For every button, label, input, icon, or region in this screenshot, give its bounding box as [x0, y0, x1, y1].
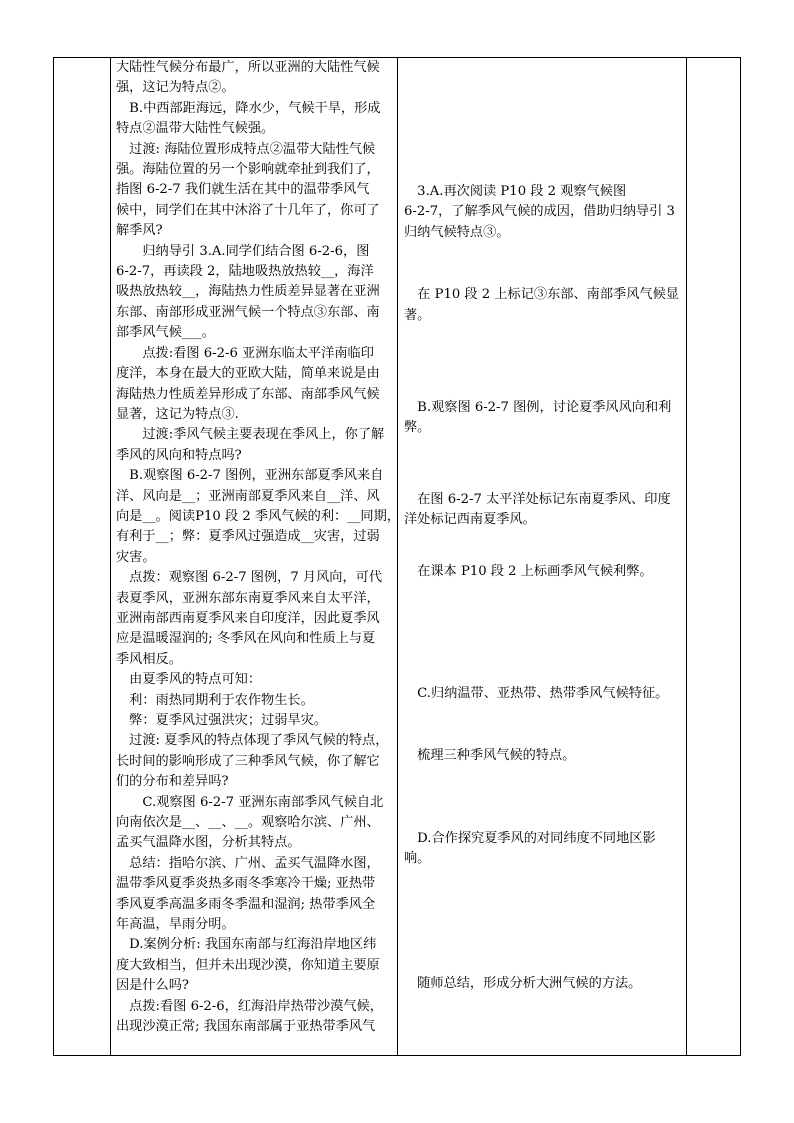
- student-line: 在课本 P10 段 2 上标画季风气候利弊。: [404, 563, 653, 579]
- teacher-line: 点拨:看图 6-2-6，红海沿岸热带沙漠气候，: [116, 998, 383, 1014]
- teacher-line: 特点②温带大陆性气候强。: [116, 121, 275, 137]
- student-line: 在图 6-2-7 太平洋处标记东南夏季风、印度: [404, 491, 671, 507]
- student-line: 在 P10 段 2 上标记③东部、南部季风气候显: [404, 287, 679, 303]
- spacer: [404, 704, 686, 746]
- teacher-line: B.观察图 6-2-7 图例，亚洲东部夏季风来自: [116, 468, 384, 484]
- teacher-line: 孟买气温降水图，分析其特点。: [116, 835, 301, 851]
- teacher-line: 表夏季风，亚洲东部东南夏季风来自太平洋，: [116, 590, 380, 606]
- teacher-line: B.中西部距海远，降水少，气候干旱，形成: [116, 100, 381, 116]
- teacher-line: 出现沙漠正常; 我国东南部属于亚热带季风气: [116, 1019, 376, 1035]
- teacher-line: 由夏季风的特点可知：: [116, 672, 262, 688]
- teacher-line: 过渡: 夏季风的特点体现了季风气候的特点，: [116, 733, 389, 749]
- teacher-line: 温带季风夏季炎热多雨冬季寒冷干燥; 亚热带: [116, 876, 376, 892]
- column-divider-3: [686, 57, 687, 1056]
- spacer: [404, 531, 686, 562]
- teacher-line: 强，这记为特点②。: [116, 80, 235, 96]
- student-line: D.合作探究夏季风的对同纬度不同地区影: [404, 830, 656, 846]
- table-left-border: [53, 57, 54, 1056]
- teacher-line: 过渡: 海陆位置形成特点②温带大陆性气候: [116, 141, 376, 157]
- teacher-line: D.案例分析: 我国东南部与红海沿岸地区纬: [116, 937, 377, 953]
- teacher-line: 大陆性气候分布最广，所以亚洲的大陆性气候: [116, 60, 380, 75]
- spacer: [404, 243, 686, 285]
- teacher-line: 点拨：观察图 6-2-7 图例，7 月风向，可代: [116, 570, 383, 586]
- spacer: [404, 58, 686, 182]
- teacher-line: 季风夏季高温多雨冬季温和湿润; 热带季风全: [116, 896, 376, 912]
- spacer: [404, 767, 686, 829]
- student-line: 3.A.再次阅读 P10 段 2 观察气候图: [404, 184, 627, 199]
- teacher-line: 度大致相当，但并未出现沙漠，你知道主要原: [116, 957, 380, 973]
- teacher-line: 利：雨热同期利于农作物生长。: [116, 692, 314, 708]
- student-line: 随师总结，形成分析大洲气候的方法。: [404, 975, 642, 991]
- teacher-line: 吸热放热较__，海陆热力性质差异显著在亚洲: [116, 284, 380, 300]
- teacher-line: 解季风?: [116, 223, 163, 239]
- spacer: [404, 870, 686, 974]
- teacher-line: 显著，这记为特点③.: [116, 406, 239, 422]
- teacher-line: 归纳导引 3.A.同学们结合图 6-2-6，图: [116, 243, 370, 259]
- student-line: 归纳气候特点③。: [404, 224, 510, 240]
- teacher-line: 向南依次是__、__、__。观察哈尔滨、广州、: [116, 815, 380, 831]
- teacher-line: 洋、风向是__；亚洲南部夏季风来自__洋、风: [116, 488, 380, 504]
- teacher-line: 过渡:季风气候主要表现在季风上，你了解: [116, 427, 385, 443]
- student-line: 6-2-7，了解季风气候的成因，借助归纳导引 3: [404, 204, 675, 220]
- student-line: 弊。: [404, 420, 431, 436]
- student-line: 著。: [404, 307, 431, 323]
- teacher-line: 季风相反。: [116, 651, 182, 667]
- teacher-line: 年高温，旱雨分明。: [116, 917, 235, 933]
- teacher-line: 们的分布和差异吗?: [116, 774, 229, 790]
- teacher-line: 6-2-7，再读段 2，陆地吸热放热较__，海洋: [116, 264, 374, 280]
- teacher-line: 灾害。: [116, 549, 156, 565]
- student-line: 响。: [404, 851, 431, 867]
- teacher-line: 总结：指哈尔滨、广州、孟买气温降水图，: [116, 855, 380, 871]
- teacher-line: 点拨:看图 6-2-6 亚洲东临太平洋南临印: [116, 345, 374, 361]
- teacher-line: C.观察图 6-2-7 亚洲东南部季风气候自北: [116, 794, 384, 810]
- teacher-line: 季风的风向和特点吗?: [116, 447, 242, 463]
- column-divider-1: [110, 57, 111, 1056]
- student-line: 梳理三种季风气候的特点。: [404, 748, 576, 764]
- teacher-line: 有利于__；弊：夏季风过强造成__灾害，过弱: [116, 529, 380, 545]
- student-line: 洋处标记西南夏季风。: [404, 512, 536, 528]
- student-line: B.观察图 6-2-7 图例，讨论夏季风风向和利: [404, 400, 672, 416]
- teacher-line: 向是__。阅读P10 段 2 季风气候的利：__同期，: [116, 508, 400, 524]
- teacher-line: 海陆热力性质差异形成了东部、南部季风气候: [116, 386, 380, 402]
- teacher-line: 部季风气候___。: [116, 325, 215, 341]
- student-activity-column: [404, 58, 686, 994]
- spacer: [404, 582, 686, 684]
- teacher-line: 候中，同学们在其中沐浴了十几年了，你可了: [116, 202, 380, 218]
- teacher-line: 指图 6-2-7 我们就生活在其中的温带季风气: [116, 182, 370, 198]
- teacher-line: 弊：夏季风过强洪灾；过弱旱灾。: [116, 713, 327, 728]
- teacher-line: 强。海陆位置的另一个影响就牵扯到我们了，: [116, 162, 380, 178]
- teacher-line: 度洋，本身在最大的亚欧大陆，简单来说是由: [116, 366, 380, 382]
- teacher-line: 亚洲南部西南夏季风来自印度洋，因此夏季风: [116, 610, 380, 626]
- teacher-activity-column: [116, 58, 400, 1038]
- teacher-line: 长时间的影响形成了三种季风气候，你了解它: [116, 753, 380, 769]
- spacer: [404, 439, 686, 490]
- teacher-line: 因是什么吗?: [116, 978, 190, 994]
- teacher-line: 应是温暖湿润的; 冬季风在风向和性质上与夏: [116, 631, 376, 647]
- teacher-line: 东部、南部形成亚洲气候一个特点③东部、南: [116, 304, 380, 320]
- table-right-border: [740, 57, 741, 1056]
- student-line: C.归纳温带、亚热带、热带季风气候特征。: [404, 686, 669, 702]
- spacer: [404, 326, 686, 398]
